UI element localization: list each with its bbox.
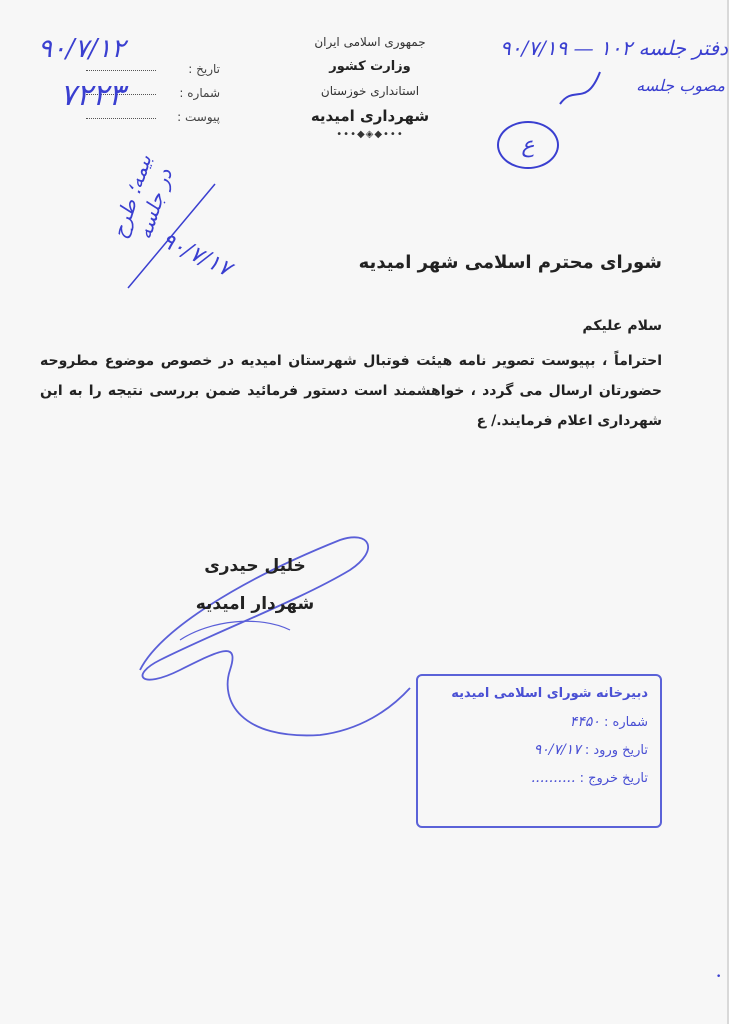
letterhead-province: استانداری خوزستان [320,84,420,98]
stamp-entry-label: تاریخ ورود : [584,743,648,758]
letter-body: احتراماً ، بپیوست تصویر نامه هیئت فوتبال شهرستان امیدیه در خصوص موضوع مطروحه حضورتان ارسال می گردد ، خواهشمند است دستور فرمائید ضمن بررسی نتیجه را به این شهرداری اعلام فرمایند./ ع [40,353,662,429]
stamp-exit-row [430,770,648,798]
meta-date-line [86,70,156,71]
margin-note: بیمه؛ طرح در جلسه [106,151,178,242]
council-registry-stamp [416,674,662,828]
meta-attachment-label: پیوست : [177,110,220,124]
letterhead-ministry: وزارت کشور [329,59,411,74]
stamp-entry-row [430,742,648,770]
stamp-number-label: شماره : [604,715,648,730]
greeting-line: سلام علیکم [582,318,662,334]
recipient-line: شورای محترم اسلامی شهر امیدیه [358,252,662,273]
page-mark-circle [497,121,559,169]
letterhead [270,36,470,140]
stamp-number-value: ۴۴۵۰ [569,714,600,730]
meta-date-value: ۹۰/۷/۱۲ [38,34,126,64]
meta-number-value: ۷۲۲۳ [60,78,125,113]
stamp-title: دبیرخانه شورای اسلامی امیدیه [451,686,648,701]
meta-attachment-line [86,118,156,119]
letterhead-city: شهرداری امیدیه [310,107,430,125]
page-mark-text: ع [521,132,535,158]
letterhead-republic: جمهوری اسلامی ایران [314,35,426,49]
stamp-exit-value: .......... [530,770,576,786]
margin-date: ۹۰/۷/۱۷ [157,228,235,282]
letterhead-ornament: •••◆◈◆••• [336,129,404,140]
meta-date-label: تاریخ : [188,62,220,76]
handwritten-underline [556,64,616,114]
stamp-entry-value: ۹۰/۷/۱۷ [533,742,581,758]
meta-number-label: شماره : [179,86,220,100]
signatory-name: خلیل حیدری [204,556,306,576]
signature-scribble [120,520,420,750]
handwritten-approval-note: مصوب جلسه [636,76,725,95]
stamp-exit-label: تاریخ خروج : [579,771,648,786]
handwritten-session-note: دفتر جلسه ۱۰۲ — ۹۰/۷/۱۹ [500,36,728,60]
ink-dot: • [716,972,722,982]
stamp-number-row [430,714,648,742]
signatory-title: شهردار امیدیه [195,594,315,614]
